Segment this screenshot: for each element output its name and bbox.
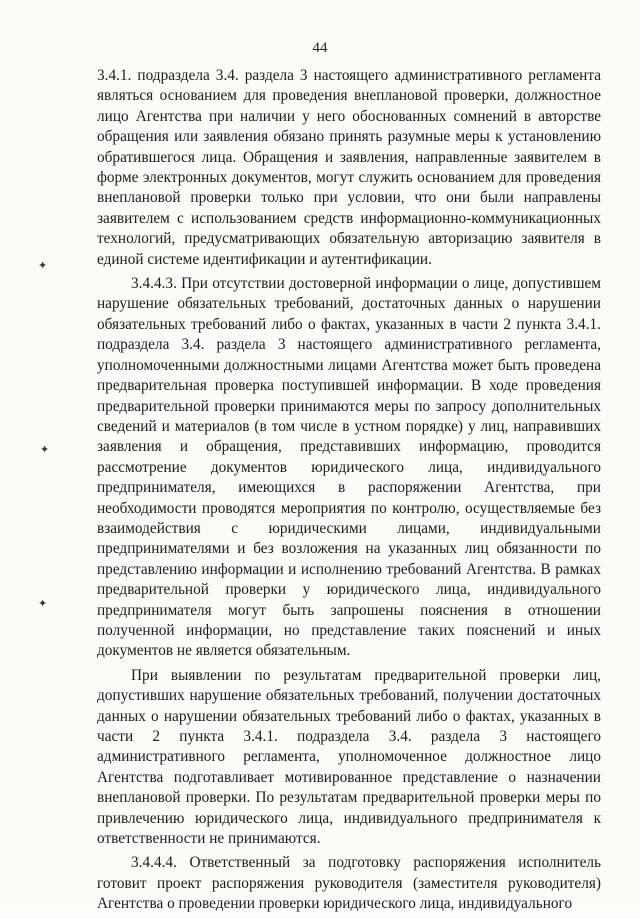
document-body — [97, 66, 601, 919]
paragraph-2: 3.4.4.3. При отсутствии достоверной информации о лице, допустившем нарушение обязательных требований, достаточных данных о нарушении обязательных требований либо о фактах, указанных в части 2 пункта 3.4.1. подраздела 3.4. раздела 3 настоящего административного регламента, уполномоченными должностными лицами Агентства может быть проведена предварительная проверка поступившей информации. В ходе проведения предварительной проверки принимаются меры по запросу дополнительных сведений и материалов (в том числе в устном порядке) у лиц, направивших заявления и обращения, представивших информацию, проводится рассмотрение документов юридического лица, индивидуального предпринимателя, имеющихся в распоряжении Агентства, при необходимости проводятся мероприятия по контролю, осуществляемые без взаимодействия с юридическими лицами, индивидуальными предпринимателями и без возложения на указанных лиц обязанности по представлению информации и исполнению требований Агентства. В рамках предварительной проверки у юридического лица, индивидуального предпринимателя могут быть запрошены пояснения в отношении полученной информации, но представление таких пояснений и иных документов не является обязательным. — [97, 275, 601, 660]
scan-mark-middle: ✦ — [40, 444, 50, 456]
page-number: 44 — [312, 40, 328, 56]
paragraph-4: 3.4.4.4. Ответственный за подготовку распоряжения исполнитель готовит проект распоряжения руководителя (заместителя руководителя) Агентства о проведении проверки юридического лица, индивидуального — [97, 854, 601, 913]
paragraph-3: При выявлении по результатам предварительной проверки лиц, допустивших нарушение обязательных требований, получении достаточных данных о нарушении обязательных требований либо о фактах, указанных в части 2 пункта 3.4.1. подраздела 3.4. раздела 3 настоящего административного регламента, уполномоченное должностное лицо Агентства подготавливает мотивированное представление о назначении внеплановой проверки. По результатам предварительной проверки меры по привлечению юридического лица, индивидуального предпринимателя к ответственности не принимаются. — [97, 666, 601, 848]
paragraph-1: 3.4.1. подраздела 3.4. раздела 3 настоящего административного регламента являться основанием для проведения внеплановой проверки, должностное лицо Агентства при наличии у него обоснованных сомнений в авторстве обращения или заявления обязано принять разумные меры к установлению обратившегося лица. Обращения и заявления, направленные заявителем в форме электронных документов, могут служить основанием для проведения внеплановой проверки только при условии, что они были направлены заявителем с использованием средств информационно-коммуникационных технологий, предусматривающих обязательную авторизацию заявителя в единой системе идентификации и аутентификации. — [97, 67, 601, 268]
scan-mark-bottom: ✦ — [38, 598, 48, 610]
scan-mark-top: ✦ — [38, 260, 48, 272]
